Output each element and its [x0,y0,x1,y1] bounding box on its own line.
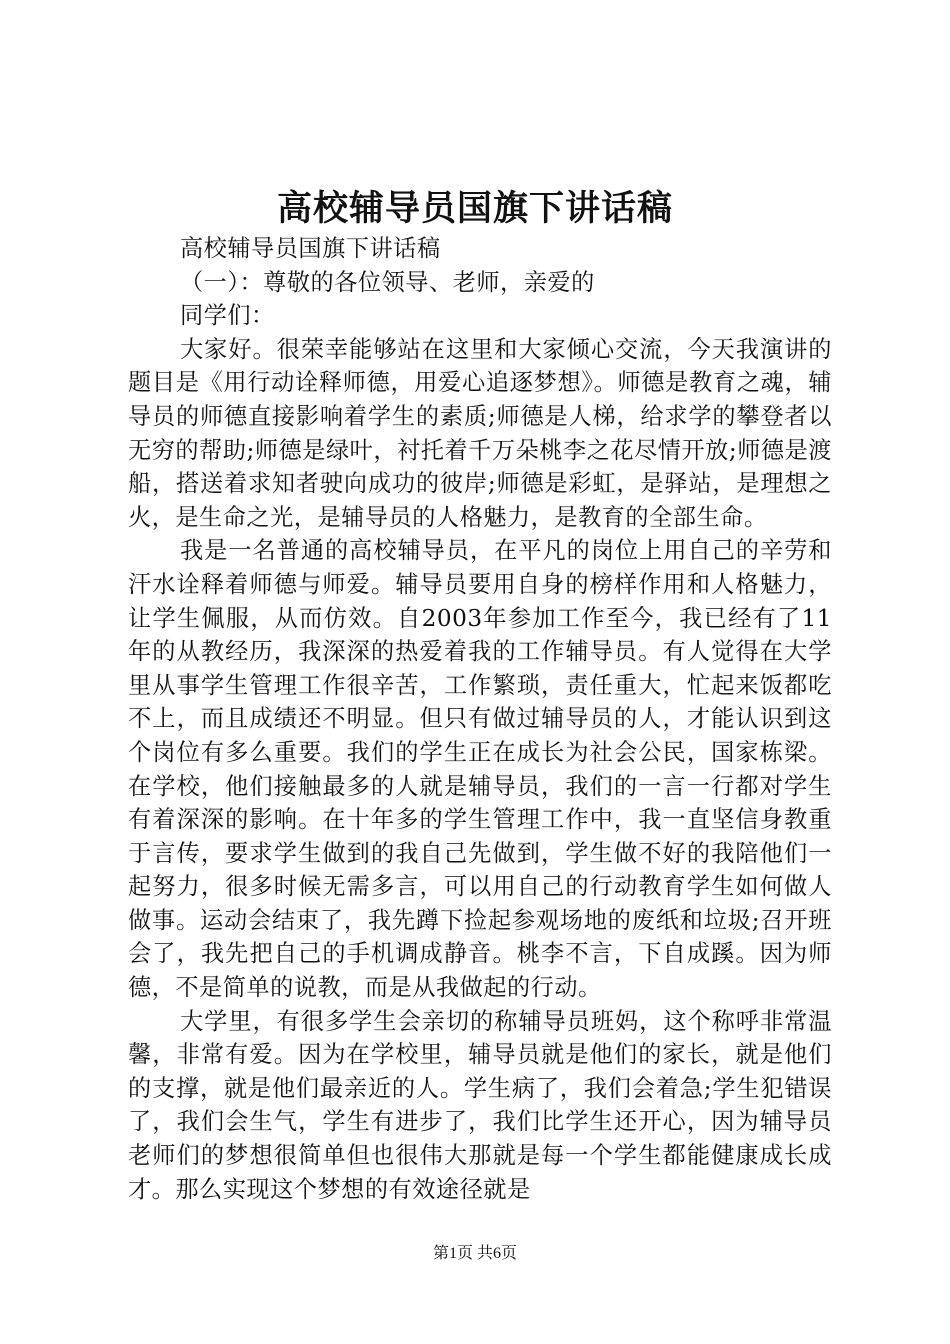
greeting-line-2: 同学们： [180,302,275,330]
paragraph-2: 我是一名普通的高校辅导员，在平凡的岗位上用自己的辛劳和汗水诠释着师德与师爱。辅导员要用自身的榜样作用和人格魅力，让学生佩服，从而仿效。自2003年参加工作至今，我已经有了11年的从教经历，我深深的热爱着我的工作辅导员。有人觉得在大学里从事学生管理工作很辛苦，工作繁琐，责任重大，忙起来饭都吃不上，而且成绩还不明显。但只有做过辅导员的人，才能认识到这个岗位有多么重要。我们的学生正在成长为社会公民，国家栋梁。在学校，他们接触最多的人就是辅导员，我们的一言一行都对学生有着深深的影响。在十年多的学生管理工作中，我一直坚信身教重于言传，要求学生做到的我自己先做到，学生做不好的我陪他们一起努力，很多时候无需多言，可以用自己的行动教育学生如何做人做事。运动会结束了，我先蹲下捡起参观场地的废纸和垃圾;召开班会了，我先把自己的手机调成静音。桃李不言，下自成蹊。因为师德，不是简单的说教，而是从我做起的行动。 [128,537,832,1002]
document-title: 高校辅导员国旗下讲话稿 [276,188,673,229]
document-body [128,232,832,1206]
paragraph-1: 大家好。很荣幸能够站在这里和大家倾心交流，今天我演讲的题目是《用行动诠释师德，用爱心追逐梦想》。师德是教育之魂，辅导员的师德直接影响着学生的素质;师德是人梯，给求学的攀登者以无穷的帮助;师德是绿叶，衬托着千万朵桃李之花尽情开放;师德是渡船，搭送着求知者驶向成功的彼岸;师德是彩虹，是驿站，是理想之火，是生命之光，是辅导员的人格魅力，是教育的全部生命。 [128,335,832,531]
page-footer [0,1243,950,1265]
document-subtitle: 高校辅导员国旗下讲话稿 [180,235,441,262]
page-indicator: 第1页 共6页 [432,1245,517,1262]
paragraph-3: 大学里，有很多学生会亲切的称辅导员班妈，这个称呼非常温馨，非常有爱。因为在学校里，辅导员就是他们的家长，就是他们的支撑，就是他们最亲近的人。学生病了，我们会着急;学生犯错误了，我们会生气，学生有进步了，我们比学生还开心，因为辅导员老师们的梦想很简单但也很伟大那就是每一个学生都能健康成长成才。那么实现这个梦想的有效途径就是 [128,1007,832,1203]
greeting-line-1: （一）：尊敬的各位领导、老师，亲爱的 [180,268,595,296]
